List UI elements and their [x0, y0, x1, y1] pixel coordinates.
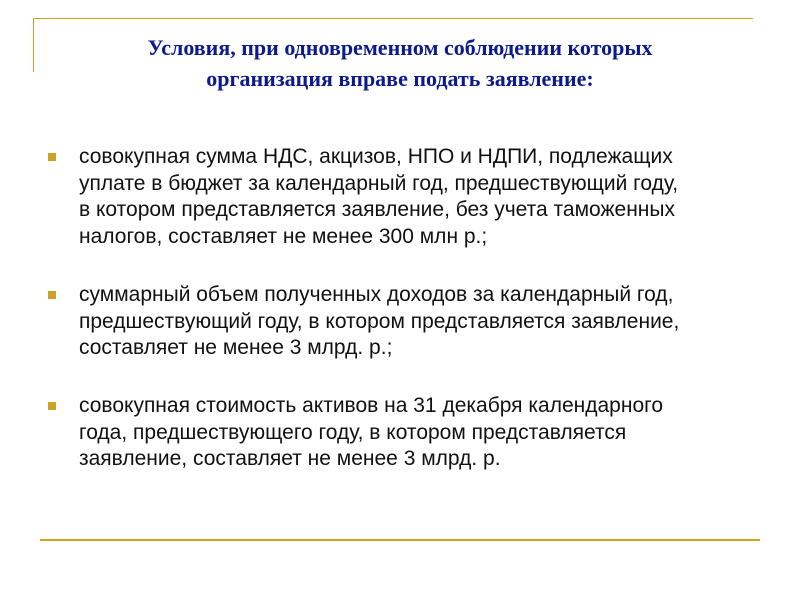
text-line: суммарный объем полученных доходов за календарный год,	[79, 283, 674, 306]
condition-text	[79, 144, 751, 250]
text-line: года, предшествующего году, в котором представляется	[79, 420, 627, 444]
square-bullet-icon	[48, 291, 56, 299]
condition-text	[79, 282, 751, 362]
title-line: организация вправе подать заявление:	[206, 66, 594, 91]
square-bullet-icon	[48, 402, 56, 410]
square-bullet-icon	[48, 153, 56, 161]
text-line: в котором представляется заявление, без учета таможенных	[79, 198, 675, 221]
text-line: совокупная стоимость активов на 31 декабря календарного	[79, 394, 664, 417]
text-line: налогов, составляет не менее 300 млн р.;	[79, 224, 488, 248]
text-line: уплате в бюджет за календарный год, предшествующий году,	[79, 171, 679, 195]
bottom-divider	[40, 539, 760, 541]
title-line: Условия, при одновременном соблюдении которых	[147, 35, 653, 60]
condition-text	[79, 393, 751, 473]
text-line: заявление, составляет не менее 3 млрд. р.	[79, 447, 501, 470]
text-line: предшествующий году, в котором представляется заявление,	[79, 309, 680, 333]
text-line: составляет не менее 3 млрд. р.;	[79, 336, 393, 359]
text-line: совокупная сумма НДС, акцизов, НПО и НДПИ, подлежащих	[79, 145, 673, 168]
